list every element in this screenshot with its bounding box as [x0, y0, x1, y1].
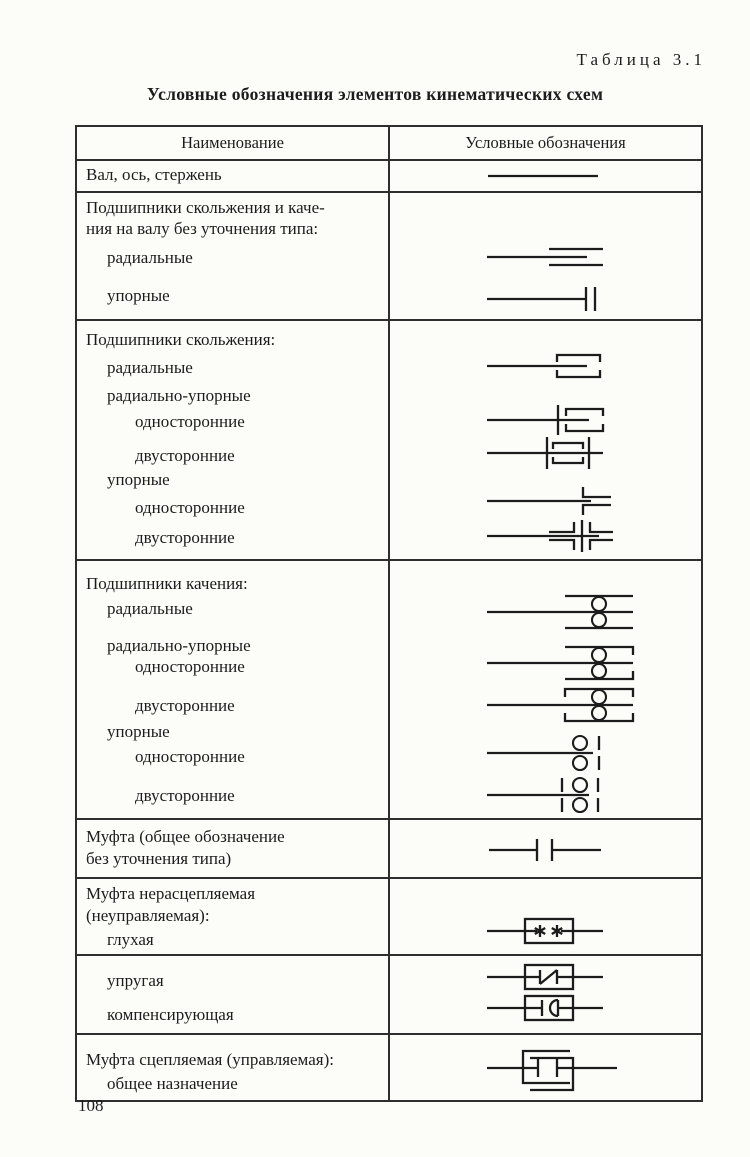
row-label: без уточнения типа)	[86, 849, 232, 868]
row-sublabel: радиально-упорные	[107, 386, 251, 405]
row-sublabel: упорные	[107, 470, 170, 489]
row-sublabel: компенсирующая	[107, 1005, 234, 1024]
table-row	[77, 1035, 701, 1100]
table-row	[77, 956, 701, 1035]
row-sublabel: радиальные	[107, 358, 193, 377]
column-header-symbols: Условные обозначения	[465, 133, 626, 152]
sliding-bearing-thrust-one-sided-icon	[485, 481, 615, 521]
row-sublabel: односторонние	[135, 498, 245, 517]
row-label: Вал, ось, стержень	[86, 165, 222, 184]
table-row	[77, 879, 701, 956]
symbols-table	[75, 125, 703, 1102]
row-label: Муфта (общее обозначение	[86, 827, 285, 846]
table-caption: Таблица 3.1	[576, 50, 706, 69]
row-sublabel: двусторонние	[135, 446, 235, 465]
row-sublabel: односторонние	[135, 747, 245, 766]
rolling-bearing-thrust-one-sided-icon	[485, 731, 621, 775]
rolling-bearing-radial-thrust-one-sided-icon	[485, 641, 637, 685]
row-sublabel: двусторонние	[135, 528, 235, 547]
coupling-rigid-blind-icon	[485, 913, 605, 949]
row-sublabel: радиально-упорные	[107, 636, 251, 655]
table-row	[77, 193, 701, 321]
coupling-engageable-general-icon	[485, 1037, 620, 1095]
table-row	[77, 161, 701, 193]
column-header-name: Наименование	[181, 133, 284, 152]
coupling-general-icon	[485, 834, 605, 866]
row-label: Подшипники скольжения и каче-	[86, 198, 325, 217]
row-sublabel: односторонние	[135, 412, 245, 431]
table-row	[77, 321, 701, 561]
sliding-bearing-radial-icon	[485, 346, 603, 386]
rolling-bearing-thrust-two-sided-icon	[485, 773, 621, 817]
row-sublabel: глухая	[107, 930, 154, 949]
row-sublabel: двусторонние	[135, 696, 235, 715]
page-number: 108	[78, 1096, 104, 1115]
row-sublabel: упорные	[107, 286, 170, 305]
table-row	[77, 561, 701, 820]
bearing-unspecified-thrust-icon	[485, 283, 603, 315]
row-label: Муфта сцепляемая (управляемая):	[86, 1050, 334, 1069]
rolling-bearing-radial-icon	[485, 590, 637, 634]
page-title: Условные обозначения элементов кинематических схем	[146, 84, 604, 104]
table-header-row	[77, 127, 701, 161]
shaft-axis-rod-icon	[485, 170, 605, 182]
sliding-bearing-thrust-two-sided-icon	[485, 516, 615, 556]
row-label: Подшипники качения:	[86, 574, 248, 593]
bearing-unspecified-radial-icon	[485, 241, 607, 273]
row-label: Муфта нерасцепляемая	[86, 884, 256, 903]
row-sublabel: упругая	[107, 971, 164, 990]
row-label: Подшипники скольжения:	[86, 330, 276, 349]
sliding-bearing-radial-thrust-two-sided-icon	[485, 433, 609, 473]
row-label: (неуправляемая):	[86, 906, 210, 925]
row-label: ния на валу без уточнения типа:	[86, 219, 319, 238]
rolling-bearing-radial-thrust-two-sided-icon	[485, 683, 637, 727]
table-row	[77, 820, 701, 879]
row-sublabel: радиальные	[107, 599, 193, 618]
row-sublabel: радиальные	[107, 248, 193, 267]
row-sublabel: общее назначение	[107, 1074, 238, 1093]
row-sublabel: упорные	[107, 722, 170, 741]
row-sublabel: двусторонние	[135, 786, 235, 805]
row-sublabel: односторонние	[135, 657, 245, 676]
coupling-compensating-icon	[485, 990, 605, 1026]
